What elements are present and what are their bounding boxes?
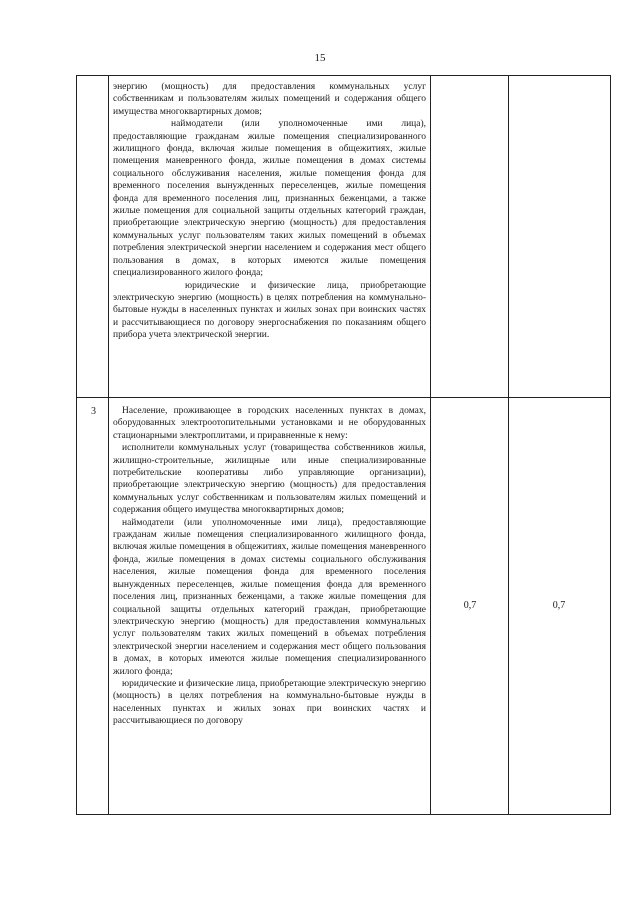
row-3-value-1: 0,7 (463, 600, 477, 611)
row-3-paragraph: исполнители коммунальных услуг (товарищества собственников жилья, жилищно-строительные, жилищные или иные специализированные потребительские кооперативы либо управляющие организации), приобретающие электрическую энергию (мощность) для предоставления коммунальных услуг собственникам и пользователям жилых помещений и содержания общего имущества многоквартирных домов; (113, 443, 426, 516)
column-divider-value (508, 75, 509, 815)
row-3-paragraph: Население, проживающее в городских населенных пунктах в домах, оборудованных электроотопительными установками и не оборудованных стационарными электроплитами, и приравненные к нему: (113, 406, 426, 441)
column-divider-number (108, 75, 109, 815)
row-3-value-2: 0,7 (552, 600, 566, 611)
row-prev-paragraph: юридические и физические лица, приобретающие электрическую энергию (мощность) в целях потребления на коммунально-бытовые нужды в населенных пунктах и жилых зонах при воинских частях и рассчитывающиеся по договору энергоснабжения по показаниям общего прибора учета электрической энергии. (113, 280, 426, 341)
row-number: 3 (91, 406, 96, 417)
column-divider-description (430, 75, 431, 815)
row-3-description (113, 405, 426, 728)
row-prev-description (113, 81, 426, 342)
row-prev-paragraph: наймодатели (или уполномоченные ими лица), предоставляющие гражданам жилые помещения специализированного жилищного фонда, включая жилые помещения в общежитиях, жилые помещения маневренного фонда, жилые помещения в домах системы социального обслуживания населения, жилые помещения фонда для временного поселения вынужденных переселенцев, жилые помещения фонда для временного поселения лиц, признанных беженцами, а также жилые помещения для социальной защиты отдельных категорий граждан, приобретающие электрическую энергию (мощность) для предоставления коммунальных услуг пользователям таких жилых помещений в объемах потребления электрической энергии населением и содержания мест общего пользования в домах, в которых имеются жилые помещения специализированного жилого фонда; (113, 119, 426, 279)
row-divider (76, 397, 611, 398)
row-3-paragraph: наймодатели (или уполномоченные ими лица), предоставляющие гражданам жилые помещения специализированного жилищного фонда, включая жилые помещения в общежитиях, жилые помещения маневренного фонда, жилые помещения в домах системы социального обслуживания населения, жилые помещения фонда для временного поселения вынужденных переселенцев, жилые помещения фонда для временного поселения лиц, признанных беженцами, а также жилые помещения для социальной защиты отдельных категорий граждан, приобретающие электрическую энергию (мощность) для предоставления коммунальных услуг пользователям таких жилых помещений в объемах потребления электрической энергии населением и содержания мест общего пользования в домах, в которых имеются жилые помещения специализированного жилого фонда; (113, 517, 426, 677)
row-prev-paragraph: энергию (мощность) для предоставления коммунальных услуг собственникам и пользователям жилых помещений и содержания общего имущества многоквартирных домов; (113, 82, 426, 117)
page-number: 15 (314, 52, 326, 64)
row-3-paragraph: юридические и физические лица, приобретающие электрическую энергию (мощность) в целях потребления на коммунально-бытовые нужды в населенных пунктах и жилых зонах при воинских частях и рассчитывающиеся по договору (113, 678, 426, 727)
